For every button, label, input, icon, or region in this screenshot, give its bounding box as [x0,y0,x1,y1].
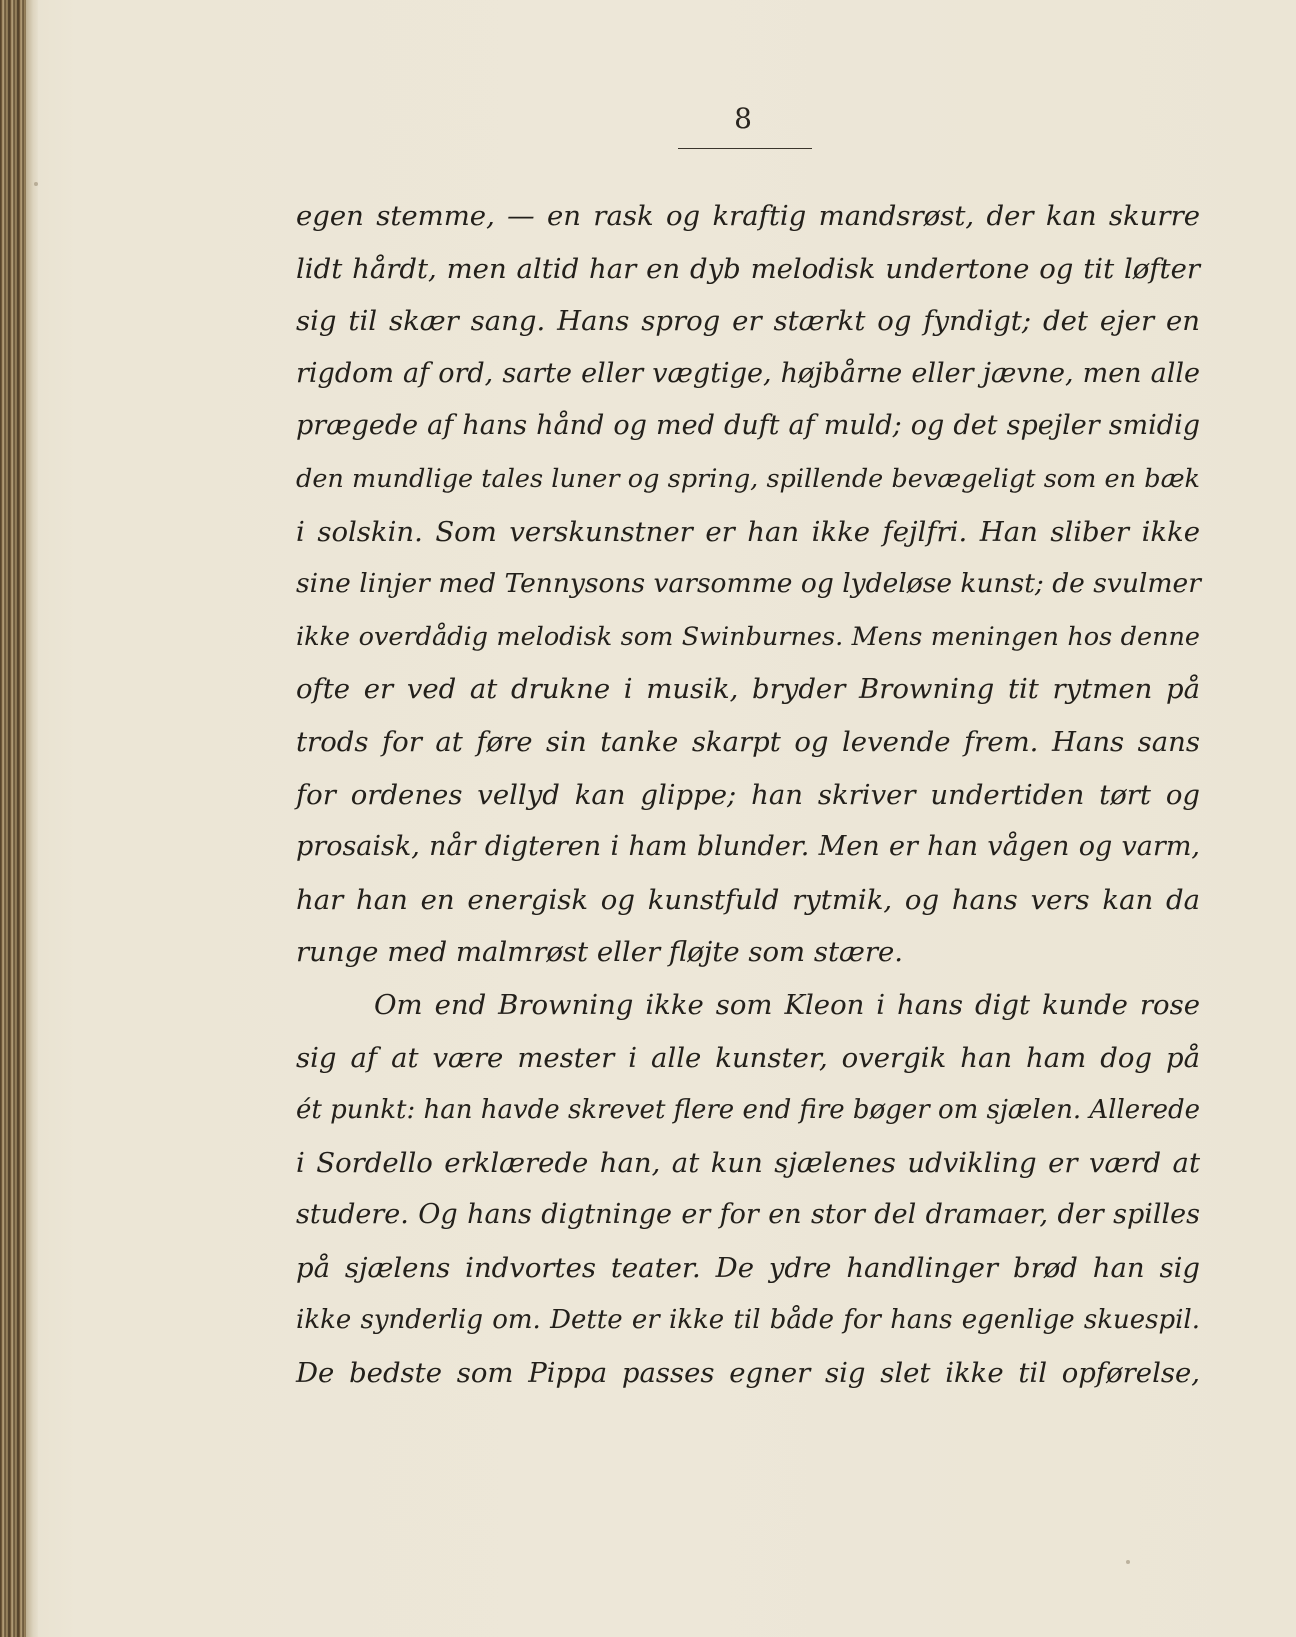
text-line: ikke overdådig melodisk som Swinburnes. Mens meningen hos denne [296,621,1200,652]
text-line: ikke synderlig om. Dette er ikke til både for hans egenlige skuespil. [296,1305,1200,1336]
page-number-rule [678,148,812,149]
paper-spot [34,182,38,186]
text-line: rigdom af ord, sarte eller vægtige, højbårne eller jævne, men alle [296,357,1200,389]
text-line: sig til skær sang. Hans sprog er stærkt og fyndigt; det ejer en [296,305,1200,338]
text-line: egen stemme, — en rask og kraftig mandsrøst, der kan skurre [296,200,1200,232]
paper-spot [1126,1560,1130,1564]
paragraph-start-line: Om end Browning ikke som Kleon i hans digt kunde rose [374,988,1200,1021]
text-line: den mundlige tales luner og spring, spillende bevægeligt som en bæk [296,463,1200,494]
page-gutter [26,0,38,1637]
text-line: på sjælens indvortes teater. De ydre handlinger brød han sig [296,1251,1200,1284]
page-number: 8 [734,102,752,135]
text-line: prægede af hans hånd og med duft af muld; og det spejler smidig [296,410,1200,442]
text-line: prosaisk, når digteren i ham blunder. Men er han vågen og varm, [296,831,1200,863]
text-line: sig af at være mester i alle kunster, overgik han ham dog på [296,1041,1200,1074]
text-line: lidt hårdt, men altid har en dyb melodisk undertone og tit løfter [296,252,1200,285]
text-line: har han en energisk og kunstfuld rytmik, og hans vers kan da [296,883,1200,916]
text-line: sine linjer med Tennysons varsomme og lydeløse kunst; de svulmer [296,568,1201,600]
text-line: i Sordello erklærede han, at kun sjælenes udvikling er værd at [296,1146,1200,1179]
book-binding [0,0,26,1637]
paragraph-end-line: runge med malmrøst eller fløjte som stære. [296,936,904,969]
text-line: ofte er ved at drukne i musik, bryder Browning tit rytmen på [296,673,1200,706]
text-line: De bedste som Pippa passes egner sig slet ikke til opførelse, [296,1357,1200,1390]
text-line: trods for at føre sin tanke skarpt og levende frem. Hans sans [296,725,1200,758]
text-line: i solskin. Som verskunstner er han ikke fejlfri. Han sliber ikke [296,515,1200,548]
body-text [296,190,1200,1400]
text-line: studere. Og hans digtninge er for en stor del dramaer, der spilles [296,1199,1200,1231]
text-line: for ordenes vellyd kan glippe; han skriver undertiden tørt og [296,778,1200,811]
text-line: ét punkt: han havde skrevet flere end fire bøger om sjælen. Allerede [296,1095,1200,1126]
